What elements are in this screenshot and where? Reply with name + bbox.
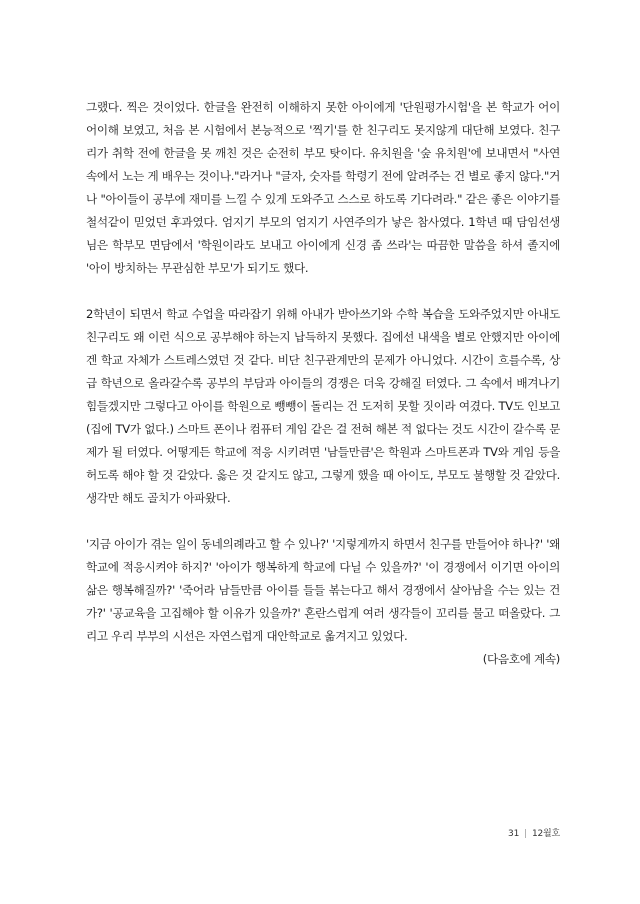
paragraph-gap <box>86 280 560 303</box>
issue-label: 12월호 <box>531 829 560 839</box>
article-paragraph-3: '지금 아이가 겪는 일이 동네의례라고 할 수 있나?' '지렇게까지 하면서 친구를 만들어야 하나?' '왜 학교에 적응시켜야 하지?' '아이가 행복하게 학교에 다닐 수 있을까?' '이 경쟁에서 이기면 아이의 삶은 행복해질까?' '죽어라 남들만큼 아이를 들들 볶는다고 해서 경쟁에서 살아남을 수는 있는 건가?' '공교육을 고집해야 할 이유가 있을까?' 혼란스럽게 여러 생각들이 꼬리를 물고 떠올랐다. 그리고 우리 부부의 시선은 자연스럽게 대안학교로 옮겨지고 있었다. <box>86 537 560 643</box>
page-footer <box>508 826 560 839</box>
article-paragraph-1: 그랬다. 찍은 것이었다. 한글을 완전히 이해하지 못한 아이에게 '단원평가시험'을 본 학교가 어이어이해 보였고, 처음 본 시험에서 본능적으로 '찍기'를 한 친구리도 못지않게 대단해 보였다. 친구리가 취학 전에 한글을 못 깨친 것은 순전히 부모 탓이다. 유치원을 '숲 유치원'에 보내면서 "사연 속에서 노는 게 배우는 것이나."라거나 "글자, 숫자를 학령기 전에 알려주는 건 별로 좋지 않다."거나 "아이들이 공부에 재미를 느낄 수 있게 도와주고 스스로 하도록 기다려라." 같은 좋은 이야기를 철석같이 믿었던 후과였다. 엄지기 부모의 엄지기 사연주의가 낳은 참사였다. 1학년 때 담임선생님은 학부모 면담에서 '학원이라도 보내고 아이에게 신경 좀 쓰라'는 따끔한 말씀을 하셔 졸지에 '아이 방치하는 무관심한 부모'가 되기도 했다. <box>86 100 560 275</box>
continued-label: (다음호에 계속) <box>482 652 560 666</box>
page-number: 31 <box>508 829 520 839</box>
article-paragraph-2: 2학년이 되면서 학교 수업을 따라잡기 위해 아내가 받아쓰기와 수학 복습을 도와주었지만 아내도 친구리도 왜 이런 식으로 공부해야 하는지 납득하지 못했다. 집에선 내색을 별로 안했지만 아이에겐 학교 자체가 스트레스였던 것 같다. 비단 친구관계만의 문제가 아니었다. 시간이 흐를수록, 상급 학년으로 올라갈수록 공부의 부담과 아이들의 경쟁은 더욱 강해질 터였다. 그 속에서 배겨나기 힘들겠지만 그렇다고 아이를 학원으로 뺑뺑이 돌리는 건 도저히 못할 짓이라 여겼다. TV도 인보고(집에 TV가 없다.) 스마트 폰이나 컴퓨터 게임 같은 걸 전혀 해본 적 없다는 것도 시간이 갈수록 문제가 될 터였다. 어떻게든 학교에 적응 시키려면 '남들만큼'은 학원과 스마트폰과 TV와 게임 등을 허도록 해야 할 것 같았다. 옳은 것 같지도 않고, 그렇게 했을 때 아이도, 부모도 불행할 것 같았다. 생각만 해도 골치가 아파왔다. <box>86 307 560 505</box>
article-body <box>86 96 560 671</box>
paragraph-gap <box>86 510 560 533</box>
footer-separator: | <box>524 829 527 839</box>
